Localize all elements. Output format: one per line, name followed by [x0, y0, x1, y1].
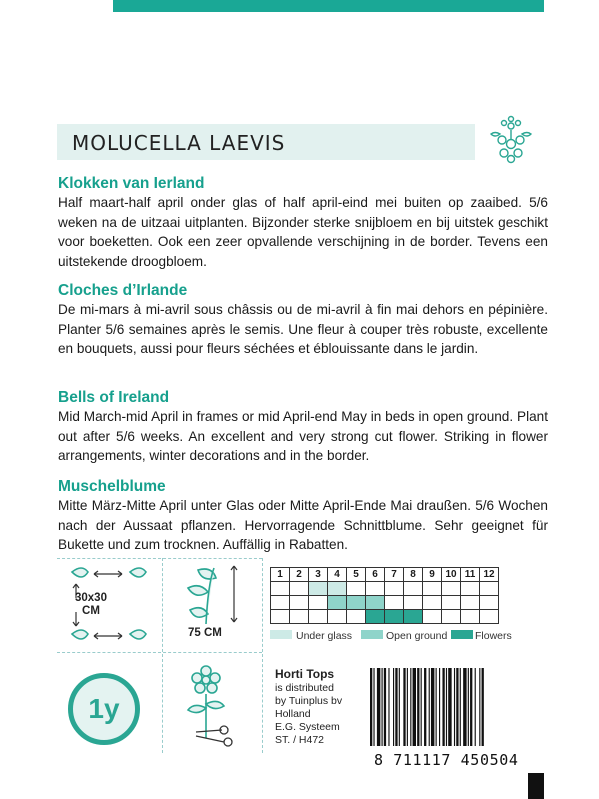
calendar-cell [347, 596, 366, 610]
calendar-cell [461, 582, 480, 596]
cut-flower-icon [178, 664, 248, 748]
calendar-cell [328, 582, 347, 596]
section-heading: Klokken van Ierland [58, 175, 205, 192]
lifecycle-badge: 1y [68, 673, 140, 745]
section-body: De mi-mars à mi-avril sous châssis ou de mi-avril à fin mai dehors en pépinière. Planter 5/6 semaines après le semis. Une fleur à couper très robuste, excellente en bouquets, aussi pour fleurs séchées et éblouissante dans le jardin. [58, 302, 548, 356]
month-cell: 12 [480, 568, 499, 582]
calendar-cell [442, 596, 461, 610]
calendar-cell [309, 610, 328, 624]
calendar-cell [442, 582, 461, 596]
species-title: MOLUCELLA LAEVIS [72, 131, 286, 155]
section-body: Half maart-half april onder glas of half april-eind mei buiten op zaaibed. 5/6 weken na de uitzaai uitplanten. Bijzonder sterke snijbloem en bij uitstek geschikt voor boeketten. Ook een zeer opvallende verschijning in de border. Tevens een uitstekende droogbloem. [58, 195, 548, 269]
calendar-row-open-ground [271, 596, 499, 610]
section-heading: Bells of Ireland [58, 389, 170, 406]
divider [162, 558, 163, 753]
calendar-cell [480, 596, 499, 610]
company-line: ST. / H472 [275, 734, 325, 746]
calendar-month-row [271, 568, 499, 582]
company-line: Holland [275, 708, 311, 720]
barcode [366, 668, 544, 753]
calendar-cell [366, 610, 385, 624]
calendar-cell [442, 610, 461, 624]
divider [57, 558, 262, 559]
legend-flowers: Flowers [475, 630, 512, 642]
calendar-cell [271, 610, 290, 624]
section-body: Mid March-mid April in frames or mid April-end May in beds in open ground. Plant out after 5/6 weeks. An excellent and very strong cut flower. Striking in flower arrangements, winter decorations and in the border. [58, 409, 548, 463]
top-accent-bar [113, 0, 544, 12]
company-line: E.G. Systeem [275, 721, 340, 733]
calendar-cell [290, 582, 309, 596]
calendar-cell [423, 582, 442, 596]
section-german [58, 477, 548, 555]
month-cell: 5 [347, 568, 366, 582]
calendar-cell [423, 610, 442, 624]
flower-logo-icon [482, 110, 540, 168]
section-heading: Muschelblume [58, 478, 166, 495]
month-cell: 9 [423, 568, 442, 582]
month-cell: 3 [309, 568, 328, 582]
calendar-cell [271, 582, 290, 596]
month-cell: 2 [290, 568, 309, 582]
calendar-cell [480, 582, 499, 596]
legend-swatch-under-glass [270, 630, 292, 639]
calendar-cell [404, 610, 423, 624]
calendar-row-flowers [271, 610, 499, 624]
calendar-cell [385, 582, 404, 596]
section-english [58, 388, 548, 466]
section-body: Mitte März-Mitte April unter Glas oder Mitte April-Ende Mai draußen. 5/6 Wochen nach der Aussaat pflanzen. Hervorragende Schnittblume. Sehr geeignet für Bukette und zum trocknen. Auffällig in Rabatten. [58, 498, 548, 552]
legend-swatch-open-ground [361, 630, 383, 639]
divider [262, 558, 263, 753]
calendar-cell [347, 582, 366, 596]
company-name: Horti Tops [275, 667, 335, 681]
company-line: by Tuinplus bv [275, 695, 343, 707]
legend-swatch-flowers [451, 630, 473, 639]
spacing-label: 30x30 CM [75, 592, 107, 617]
calendar-row-under-glass [271, 582, 499, 596]
month-cell: 11 [461, 568, 480, 582]
calendar-cell [290, 596, 309, 610]
calendar-cell [385, 610, 404, 624]
divider [57, 652, 262, 653]
height-label: 75 CM [188, 627, 222, 639]
calendar-cell [328, 610, 347, 624]
month-cell: 1 [271, 568, 290, 582]
calendar-cell [271, 596, 290, 610]
sowing-calendar [270, 567, 499, 624]
section-dutch [58, 174, 548, 271]
calendar-cell [366, 596, 385, 610]
calendar-cell [385, 596, 404, 610]
company-info [275, 668, 342, 747]
calendar-cell [423, 596, 442, 610]
calendar-cell [404, 582, 423, 596]
calendar-cell [461, 610, 480, 624]
calendar-cell [290, 610, 309, 624]
company-line: is distributed [275, 682, 334, 694]
month-cell: 7 [385, 568, 404, 582]
registration-mark [528, 773, 544, 799]
legend-under-glass: Under glass [296, 630, 353, 642]
calendar-cell [366, 582, 385, 596]
calendar-cell [328, 596, 347, 610]
month-cell: 6 [366, 568, 385, 582]
month-cell: 8 [404, 568, 423, 582]
calendar-cell [309, 596, 328, 610]
calendar-cell [461, 596, 480, 610]
calendar-cell [480, 610, 499, 624]
section-heading: Cloches d’Irlande [58, 282, 188, 299]
legend-open-ground: Open ground [386, 630, 448, 642]
barcode-digits: 8 711117 450504 [374, 751, 519, 769]
calendar-cell [309, 582, 328, 596]
calendar-cell [347, 610, 366, 624]
month-cell: 4 [328, 568, 347, 582]
month-cell: 10 [442, 568, 461, 582]
calendar-cell [404, 596, 423, 610]
section-french [58, 281, 548, 359]
plant-height-icon [176, 562, 248, 628]
